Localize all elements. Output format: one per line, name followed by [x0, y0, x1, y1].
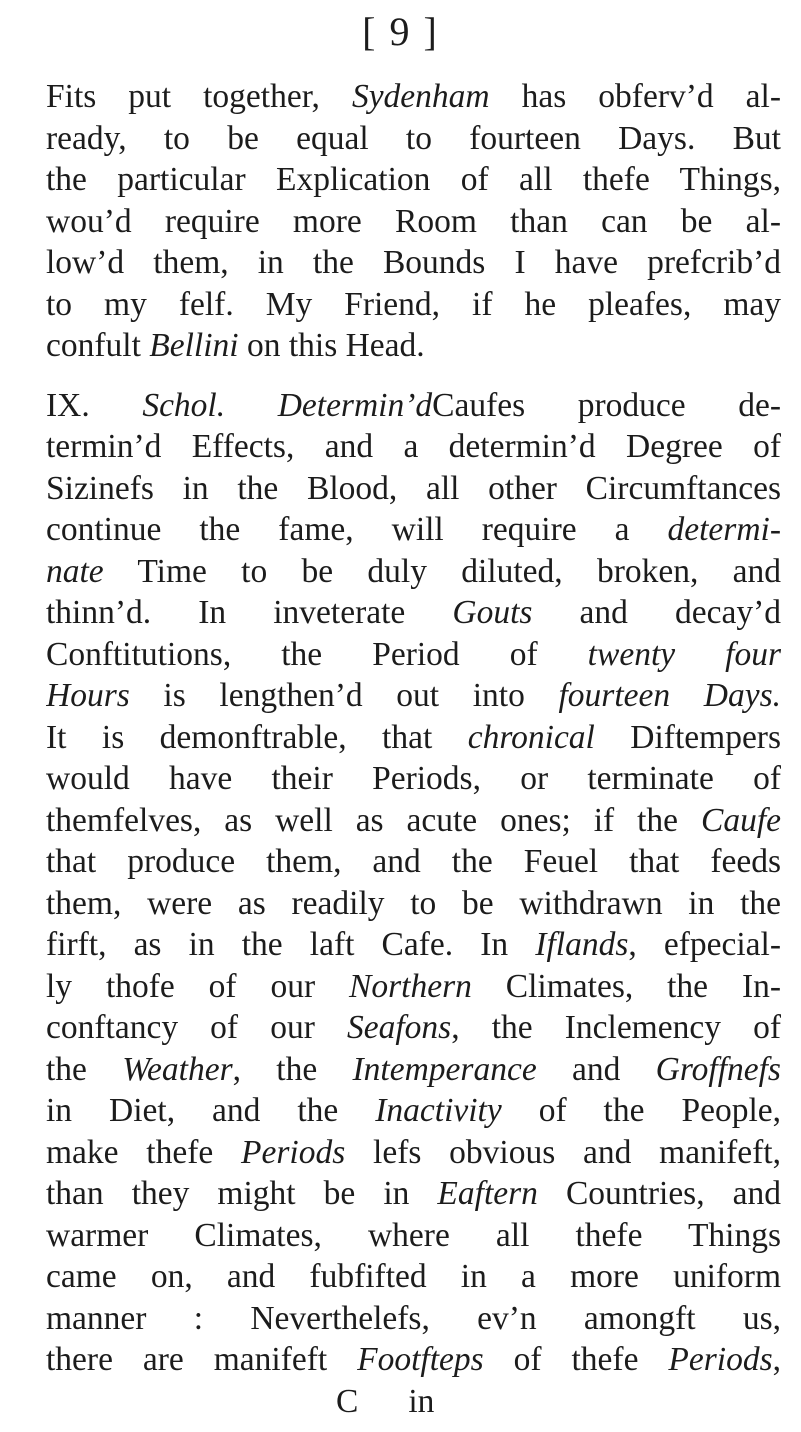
text-line [46, 800, 781, 842]
italic-text: Periods [668, 1341, 773, 1378]
italic-text: Caufe [700, 801, 781, 839]
text-segment: wou’d require more Room than can be al- [46, 202, 781, 240]
text-segment: than they might be in [46, 1175, 438, 1212]
text-line [46, 1090, 781, 1132]
text-segment: Conftitutions, the Period of [46, 635, 588, 673]
text-segment: IX. [46, 386, 143, 424]
text-segment: on this Head. [238, 327, 425, 364]
italic-text: Schol. Determin’d [142, 386, 433, 424]
text-line [46, 1256, 781, 1298]
text-segment: termin’d Effects, and a determin’d Degree of [46, 428, 781, 465]
body-text [46, 76, 781, 1422]
text-segment: the [46, 1050, 123, 1088]
page-footer [46, 1381, 781, 1423]
text-line [46, 966, 781, 1008]
text-line [46, 717, 781, 759]
text-segment: Fits put together, [46, 78, 352, 115]
italic-text: Footfteps [357, 1341, 484, 1378]
text-line [46, 159, 781, 201]
text-line [46, 1173, 781, 1215]
italic-text: Inactivity [375, 1092, 502, 1129]
text-line [46, 1132, 781, 1174]
text-line [46, 1007, 781, 1049]
text-segment: , [772, 1341, 781, 1378]
italic-text: Hours [46, 677, 130, 714]
text-segment: , the [232, 1050, 353, 1088]
text-segment: thinn’d. In inveterate [46, 594, 453, 631]
text-line [46, 1298, 781, 1340]
italic-text: Weather [122, 1050, 233, 1088]
text-line [46, 924, 781, 966]
text-segment: that produce them, and the Feuel that feeds [46, 843, 781, 880]
text-segment: the particular Explication of all thefe Things, [46, 161, 781, 198]
text-segment: , efpecial- [628, 926, 781, 963]
italic-text: determi- [667, 511, 781, 548]
text-segment: came on, and fubfifted in a more uniform [46, 1258, 781, 1295]
text-segment: Countries, and [537, 1175, 781, 1212]
text-line [46, 1215, 781, 1257]
italic-text: Intemperance [352, 1050, 537, 1088]
text-segment: them, were as readily to be withdrawn in the [46, 884, 781, 922]
text-segment: make thefe [46, 1133, 242, 1171]
text-segment: firft, as in the laft Cafe. In [46, 926, 536, 963]
text-segment: would have their Periods, or terminate of [46, 760, 781, 797]
text-segment: there are manifeft [46, 1341, 358, 1378]
text-line [46, 841, 781, 883]
text-segment: Caufes produce de- [432, 386, 781, 424]
text-segment: in Diet, and the [46, 1092, 376, 1129]
text-segment: It is demonftrable, that [46, 718, 468, 756]
italic-text: Groffnefs [655, 1050, 781, 1088]
signature-mark: C [336, 1382, 359, 1420]
text-line [46, 551, 781, 593]
text-segment: of thefe [483, 1341, 669, 1378]
text-segment: themfelves, as well as acute ones; if the [46, 801, 701, 839]
text-line [46, 883, 781, 925]
page-number-header: [ 9 ] [362, 9, 439, 54]
text-line [46, 1049, 781, 1091]
text-segment: low’d them, in the Bounds I have prefcrib’d [46, 244, 781, 281]
text-segment: Climates, the In- [471, 967, 781, 1005]
text-line [46, 284, 781, 326]
italic-text: Seafons [346, 1009, 452, 1046]
text-line [46, 675, 781, 717]
text-line [46, 242, 781, 284]
italic-text: Sydenham [351, 78, 490, 115]
text-line [46, 118, 781, 160]
text-segment: ly thofe of our [46, 967, 350, 1005]
italic-text: Northern [349, 967, 472, 1005]
italic-text: Bellini [149, 327, 239, 364]
italic-text: chronical [467, 718, 595, 756]
italic-text: twenty four [587, 635, 781, 673]
text-segment: is lengthen’d out into [129, 677, 559, 714]
italic-text: Gouts [452, 594, 533, 631]
text-segment: , the Inclemency of [451, 1009, 781, 1046]
text-line [46, 592, 781, 634]
text-segment: ready, to be equal to fourteen Days. But [46, 119, 781, 157]
text-line [46, 76, 781, 118]
text-line [46, 325, 781, 367]
text-line [46, 509, 781, 551]
text-segment: Time to be duly diluted, broken, and [103, 552, 781, 590]
text-segment: warmer Climates, where all thefe Things [46, 1216, 781, 1254]
text-segment: has obferv’d al- [489, 78, 781, 115]
text-segment: confult [46, 327, 150, 364]
text-segment: and [536, 1050, 656, 1088]
text-line [46, 634, 781, 676]
text-line [46, 385, 781, 427]
text-line [46, 1339, 781, 1381]
text-segment: lefs obvious and manifeft, [345, 1133, 781, 1171]
text-segment: manner : Neverthelefs, ev’n amongft us, [46, 1299, 781, 1337]
text-segment: conftancy of our [46, 1009, 347, 1046]
text-segment: continue the fame, will require a [46, 511, 668, 548]
catchword: in [408, 1382, 435, 1420]
italic-text: Eaftern [437, 1175, 538, 1212]
text-segment: of the People, [501, 1092, 781, 1129]
italic-text: fourteen Days. [558, 677, 781, 714]
text-segment: Diftempers [594, 718, 781, 756]
text-segment: to my felf. My Friend, if he pleafes, may [46, 285, 781, 323]
italic-text: Periods [241, 1133, 346, 1171]
italic-text: Iflands [535, 926, 629, 963]
italic-text: nate [46, 552, 104, 590]
text-segment: Sizinefs in the Blood, all other Circumftances [46, 469, 781, 507]
text-line [46, 758, 781, 800]
text-segment: and decay’d [532, 594, 781, 631]
text-line [46, 201, 781, 243]
text-line [46, 468, 781, 510]
text-line [46, 426, 781, 468]
